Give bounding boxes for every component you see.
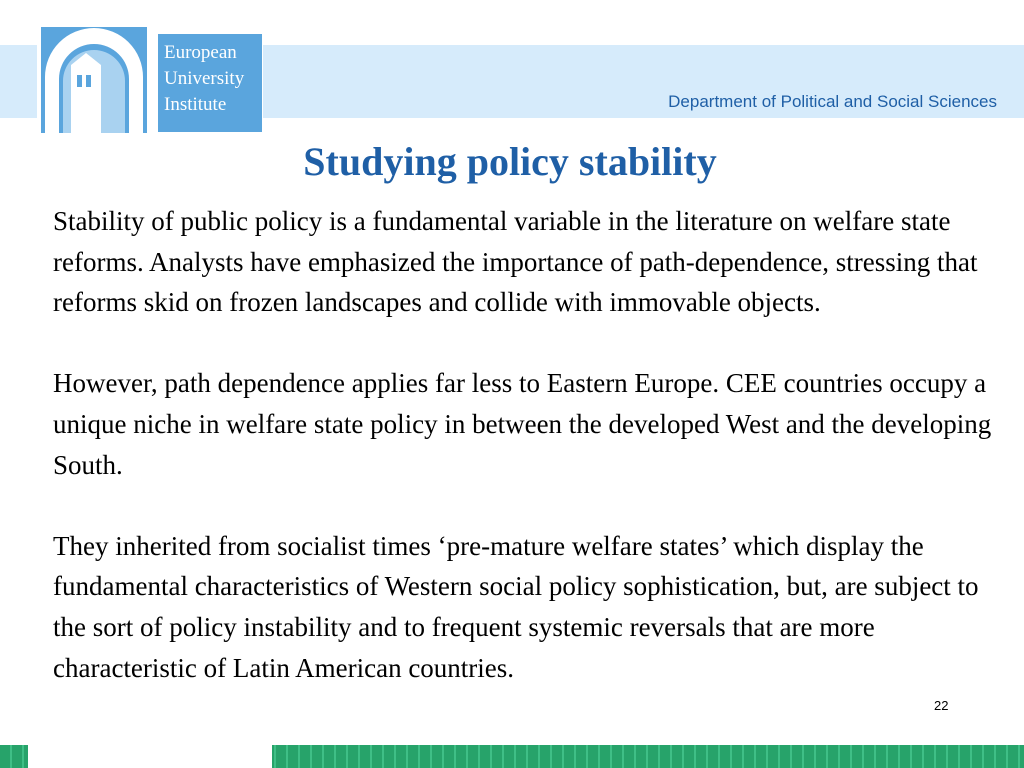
eui-emblem-icon	[41, 27, 147, 133]
page-number: 22	[934, 698, 949, 713]
body-paragraph-1: Stability of public policy is a fundamental variable in the literature on welfare state reforms. Analysts have emphasized the importance of path-dependence, stressing that reforms skid on frozen landscapes and collide with immovable objects.	[53, 206, 978, 318]
body-paragraph-3: They inherited from socialist times ‘pre-mature welfare states’ which display the fundamental characteristics of Western social policy sophistication, but, are subject to the sort of policy instability and to frequent systemic reversals that are more characteristic of Latin American countries.	[53, 530, 979, 683]
logo-line-2: University	[164, 68, 245, 89]
logo-line-3: Institute	[164, 94, 227, 115]
eui-logo	[37, 26, 263, 134]
logo-line-1: European	[164, 42, 237, 63]
body-paragraph-2: However, path dependence applies far less to Eastern Europe. CEE countries occupy a unique niche in welfare state policy in between the developed West and the developing South.	[53, 368, 992, 480]
eui-logo-text	[158, 34, 262, 132]
footer-gap	[28, 745, 272, 768]
department-title: Department of Political and Social Sciences	[668, 92, 997, 111]
slide-title: Studying policy stability	[303, 139, 717, 184]
slide-body	[53, 201, 993, 729]
